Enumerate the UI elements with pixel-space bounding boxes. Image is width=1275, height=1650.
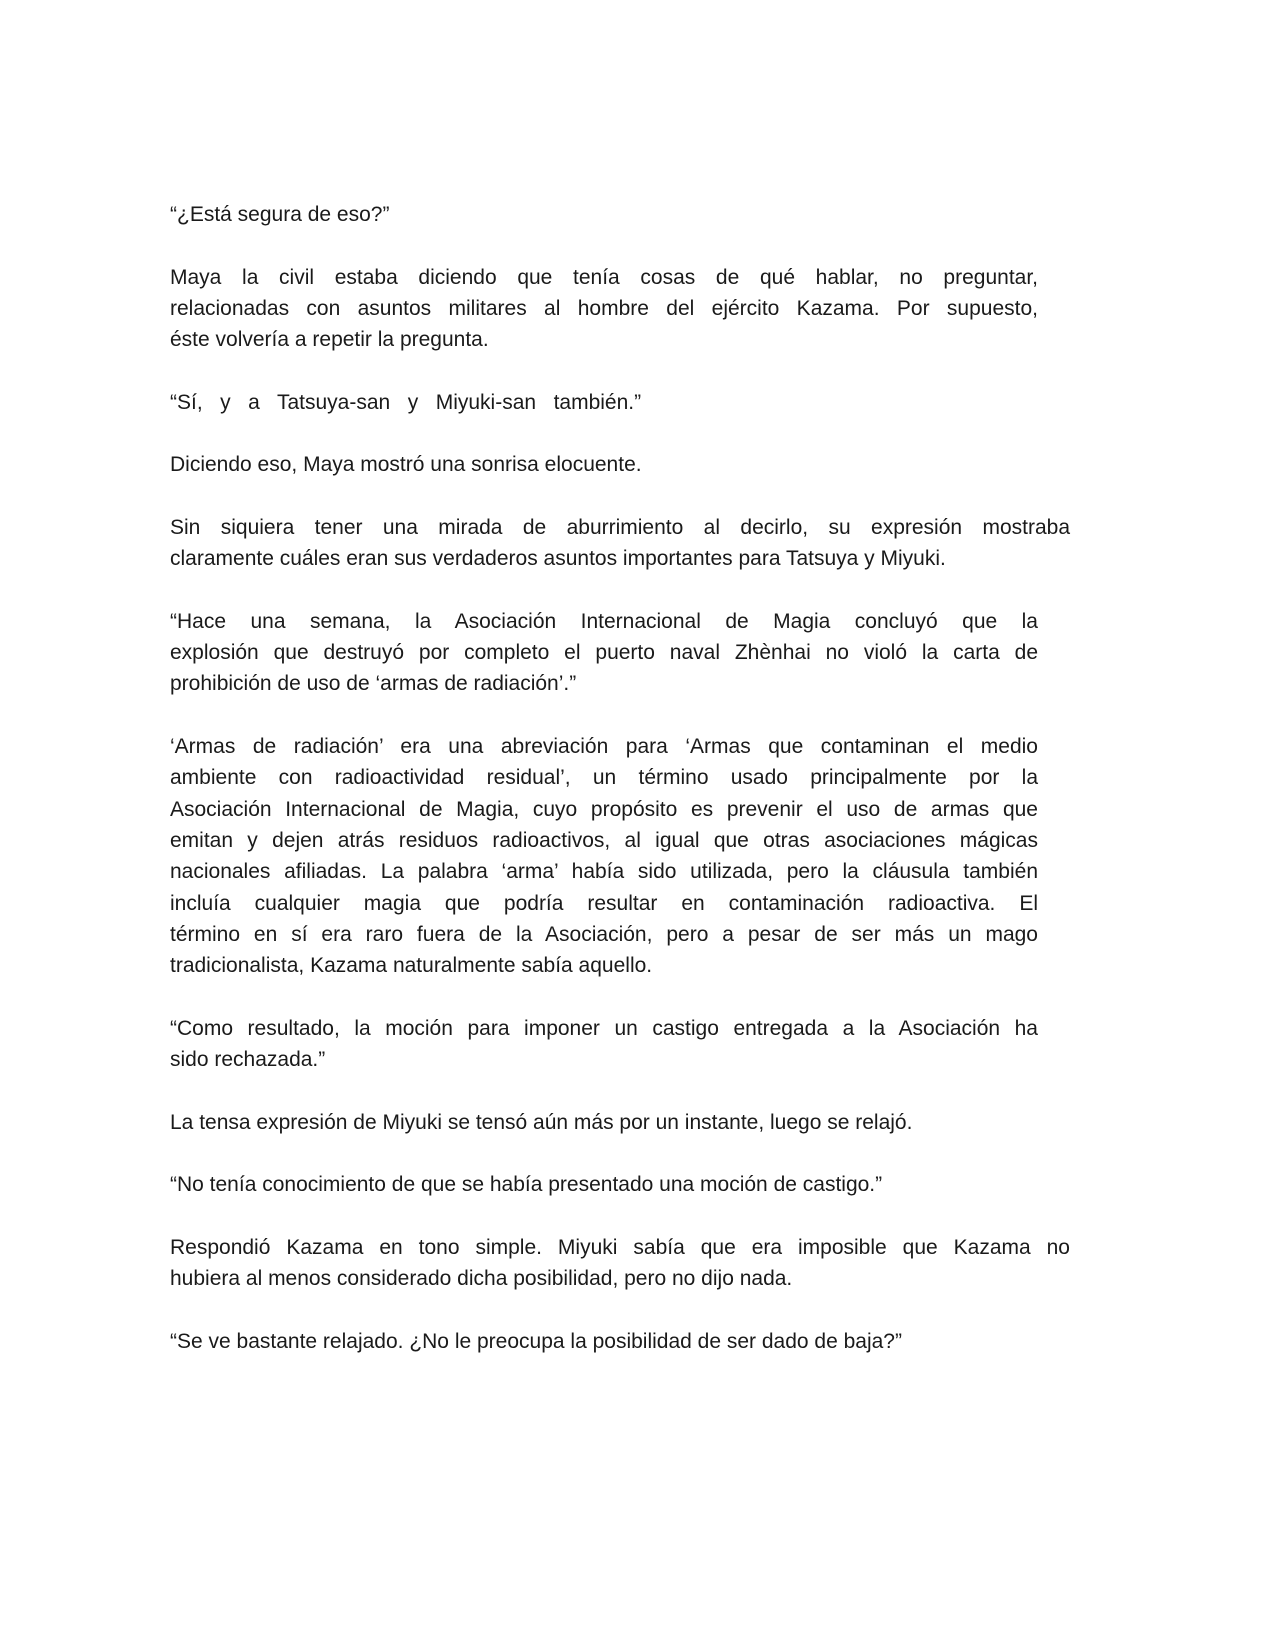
paragraph-6 (170, 606, 1038, 700)
paragraph-12 (170, 1326, 1038, 1357)
paragraph-5 (170, 512, 1070, 575)
text-line: hubiera al menos considerado dicha posibilidad, pero no dijo nada. (170, 1267, 793, 1291)
paragraph-9 (170, 1107, 1038, 1138)
paragraph-10 (170, 1169, 1038, 1200)
paragraph-1 (170, 199, 1038, 230)
text-line: éste volvería a repetir la pregunta. (170, 328, 489, 352)
text-line: término en sí era raro fuera de la Asociación, pero a pesar de ser más un mago (170, 922, 1038, 946)
text-line: “Como resultado, la moción para imponer un castigo entregada a la Asociación ha (170, 1016, 1038, 1040)
text-line: Sin siquiera tener una mirada de aburrimiento al decirlo, su expresión mostraba (170, 515, 1070, 539)
paragraph-11 (170, 1232, 1070, 1295)
text-line: Diciendo eso, Maya mostró una sonrisa elocuente. (170, 453, 642, 477)
paragraph-3 (170, 387, 1038, 418)
text-line: Asociación Internacional de Magia, cuyo propósito es prevenir el uso de armas que (170, 797, 1038, 821)
paragraph-7 (170, 731, 1038, 981)
text-line: tradicionalista, Kazama naturalmente sabía aquello. (170, 954, 653, 978)
paragraph-8 (170, 1013, 1038, 1076)
document-page (170, 199, 1070, 1388)
text-line: incluía cualquier magia que podría resultar en contaminación radioactiva. El (170, 891, 1038, 915)
text-line: “¿Está segura de eso?” (170, 203, 390, 226)
text-line: relacionadas con asuntos militares al hombre del ejército Kazama. Por supuesto, (170, 296, 1038, 320)
text-line: Respondió Kazama en tono simple. Miyuki sabía que era imposible que Kazama no (170, 1235, 1070, 1259)
text-line: “No tenía conocimiento de que se había presentado una moción de castigo.” (170, 1173, 883, 1197)
text-line: explosión que destruyó por completo el puerto naval Zhènhai no violó la carta de (170, 641, 1038, 665)
paragraph-4 (170, 449, 1038, 480)
text-line: La tensa expresión de Miyuki se tensó aún más por un instante, luego se relajó. (170, 1110, 913, 1134)
text-line: prohibición de uso de ‘armas de radiación’.” (170, 672, 577, 696)
text-line: Maya la civil estaba diciendo que tenía cosas de qué hablar, no preguntar, (170, 265, 1038, 289)
text-line: “Hace una semana, la Asociación Internacional de Magia concluyó que la (170, 609, 1038, 633)
text-line: emitan y dejen atrás residuos radioactivos, al igual que otras asociaciones mágicas (170, 828, 1038, 852)
text-line: “Se ve bastante relajado. ¿No le preocupa la posibilidad de ser dado de baja?” (170, 1329, 902, 1353)
text-line: “Sí, y a Tatsuya-san y Miyuki-san también.” (170, 390, 642, 414)
text-line: sido rechazada.” (170, 1048, 326, 1072)
text-line: nacionales afiliadas. La palabra ‘arma’ había sido utilizada, pero la cláusula también (170, 860, 1038, 884)
text-line: ‘Armas de radiación’ era una abreviación para ‘Armas que contaminan el medio (170, 735, 1038, 759)
paragraph-2 (170, 262, 1038, 356)
text-line: ambiente con radioactividad residual’, un término usado principalmente por la (170, 766, 1038, 790)
text-line: claramente cuáles eran sus verdaderos asuntos importantes para Tatsuya y Miyuki. (170, 547, 946, 571)
